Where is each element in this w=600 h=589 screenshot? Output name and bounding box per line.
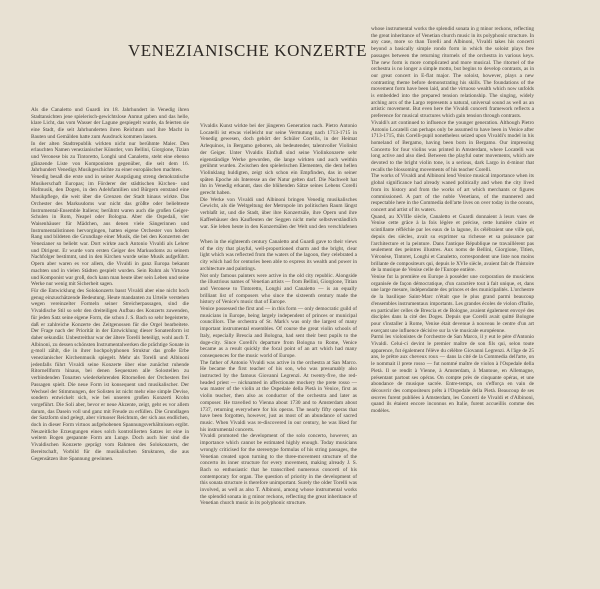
paragraph: Quand, au XVIIIe siècle, Canaletto et Guardi donnaient à leurs vues de Venise cette grâce à la fois légère et précise, cette lumière claire et scintillante réfléchie par les eaux de la lagune, ils célébraient une ville qui, depuis des siècles, avait su exprimer sa richesse et sa puissance par l'architecture et la peinture. Dans l'antique République ne travaillèrent pas seulement des peintres illustres. Aux noms de Bellini, Giorgione, Titien, Véronèse, Tintoret, Longhi et Canaletto, correspondent une liste non moins brillante de compositeurs qui, depuis le XVIe siècle, avaient fait de l'histoire de la musique de Venise celle de l'Europe entière. (371, 213, 534, 274)
paragraph: whose instrumental works the splendid sonata in g minor reckons, reflecting the great inheritance of Venetian church music in its polyphonic structure. In any case, more so than Torelli and Albinoni, Vivaldi takes his concerti beyond a basically simple rondo form in which the soloist plays free passages between the returning ritornels of the orchestra in various keys. The new form is more complicated and more musical. The ritornel of the orchestra is no longer a simple motto, but begins to develop contrasts, as in our great concert in E-flat major. The soloist, however, plays a new contrasting theme before demonstrating his skills. The foundations of the movement form have been laid, and the virtuoso wealth which now unfolds is embedded into the prepared tension relationship. The singing, widely arching arcs of the Largo represents a natural, universal sound as well as an artistic movement. But even here the Vivaldi concerti framework reflects a preference for musical structures which gain tension through contrasts. (371, 26, 534, 120)
paragraph: When in the eighteenth century Canaletto and Guardi gave to their views of the city that playful, well-proportioned charm and the bright, clear light which was reflected from the waters of the lagoon, they celebrated a city which had for centuries been able to express its wealth and power in architecture and paintings. (200, 239, 357, 272)
text-column-english-french (371, 26, 534, 585)
paragraph: The works of Vivaldi and Albinoni lend Venice musical importance when its global significance had already waned politically and when the city lived from its history and from the works of art which merchants or figures commissioned. A part of the noble Venetians, of the mannered and respectable here in the Commedia dell'arte lives on over today in the oceans, concert and artist of its waters. (371, 173, 534, 213)
page-title: VENEZIANISCHE KONZERTE (128, 41, 367, 60)
paragraph: Vivaldi's art continued to influence the younger generation. Although Pietro Antonio Locatelli can perhaps only be assumed to have been in Venice after 1713-1715, this Corelli-pupil nonetheless seized upon Vivaldi's model in his homeland of Bergamo, having been born in Bergamo. Our impressing Concerto for four violins was printed in Amsterdam, where Locatelli was long active and also died. Between the playful outer movements, which are devoted to the bright violin tone, is a serious, dark Largo in d-minor that recalls the blossoming movements of his teacher Corelli. (371, 119, 534, 173)
text-column-german-continued (200, 123, 357, 229)
paragraph: Die Werke von Vivaldi und Albinoni bringen Venedig musikalisches Gewicht, als die Weltgeltung der Metropole im politischen Raum längst verblaßt ist, und die Stadt, über ihre Konzertsäle, ihre Opern und ihre Kaffeehäuser den Kaufleuten der Seggen nicht mehr selbstverständlich war. Sie leben heute in den Konzertsälen der Welt und den verschlafenen (200, 196, 357, 229)
paragraph: The father of Antonio Vivaldi was active in the orchestra at San Marco. He became the first teacher of his son, who was presumably also instructed by the famous Giovanni Legrenzi. At twenty-five, the red-headed priest — nicknamed in affectionate mockery the prete rosso — was master of the violin at the Ospedale della Pietà in Venice, first as violin teacher, then also as conductor of the orchestra and later as composer. He travelled to Vienna about 1730 and to Amsterdam about 1737, returning everywhere for his operas. The nearly fifty operas that have been forgotten, however, just as most of an abundance of sacred music. When Vivaldi was re-discovered in our century, he was liked for his instrumental concerts. (200, 359, 357, 433)
paragraph: Venise fut la première en Europe à posséder une corporation de musiciens organisée de façon démocratique, d'un caractère tout à fait unique, et, dans une large mesure, indépendante des princes et des municipalités. L'orchestre de la basilique Saint-Marc n'était que le plus grand parmi beaucoup d'ensembles instrumentaux importants. Les grandes écoles de violon d'Italie, en particulier celles de Brescia et de Bologne, avaient également envoyé des disciples dans la cité des Doges. Depuis que Corelli avait quitté Bologne pour s'installer à Rome, Venise était devenue à nouveau le centre d'un art exerçant une influence décisive sur la vie musicale européenne. (371, 274, 534, 334)
paragraph: In der alten Stadtrepublik wirkten nicht nur berühmte Maler. Den erlauchten Namen venezianischer Künstler, von Bellini, Giorgione, Tizian und Veronese bis zu Tintoretto, Longhi und Canaletto, steht eine ebenso glänzende Liste von Komponisten gegenüber, die seit dem 16. Jahrhundert Venedigs Musikgeschichte zu einer europäischen machten. (31, 140, 189, 174)
paragraph: Parmi les violonistes de l'orchestre de San Marco, il y eut le père d'Antonio Vivaldi. Celui-ci devint le premier maître de son fils qui, selon toute apparence, fut également l'élève du célèbre Giovanni Legrenzi. A l'âge de 25 ans, le prêtre aux cheveux roux — dans la cité de la Commedia dell'arte, on le nommait il prete rosso — fut nommé maître de violon à l'Ospedale della Pietà. Il se rendit à Vienne, à Amsterdam, à Mantoue, en Allemagne, présentant partout ses opéras. On compte près de cinquante opéras, et une abondance de musique sacrée. Entre-temps, on s'efforça en vain de découvrir des compositeurs prêts à l'Ospedale della Pietà. Beaucoup de ses œuvres furent publiées à Amsterdam, les Concerti de Vivaldi et d'Albinoni, quand ils étaient encore inconnus en Italie, furent accueillis comme des modèles. (371, 334, 534, 415)
text-column-english (200, 239, 357, 585)
paragraph: Für die Entwicklung des Solokonzerts basst Vivaldi aber eine nicht hoch genug einzuschätzende Bedeutung. Heute mandanten zu Urteile verstehen wegen vereinzelter Formeln seiner Streicherpassagen, sind die Vivaldische Stil so sehr den dreiteiligen Aufbau des Konzerts zuwenden, für jeden Satz seine eigene Form, die schon J. S. Bach so sehr begeisterte, daß er zahlreiche Konzerte des Zeitgenossen für die Orgel bearbeitete. Der Frage nach der Priorität in der Entwicklung dieser Sonatenform ist daher sekundär. Unbestreitbar war der ältere Torelli beteiligt, wohl auch T. Albinoni, zu dessen schönsten Instrumentalwerken die prächtige Sonate in g-moll zählt, die in ihrer hochpolyphonen Struktur das große Erbe venezianischer Kirchenmusik spiegelt. Mehr als Torelli und Albinoni jedenfalls führt Vivaldi seine Konzerte über eine zunächst ruhende Ritornellform hinaus, bei denen Sequenzen alle Solostellen zu verbindenden Tonarten wiederkehrenden Ritornellen der Orchesters frei Passagen spielt. Die neue Form ist konsequent und musikalischer. Der Wechsel der Stimmungen, der Solisten ist nicht mehr eine simple Devise, sondern entwickelt sich, wie bei unseren großen Konzerti Krohn vorgeführt. Die Soli aber, bevor er neue Akzente, zeigt, geht es vor allem darum, das Dasein voll und ganz mit Freude zu erfüllen. Die Grundlagen der Satzform sind gelegt, aber virtuoser Reichtum, der sich aus endlichen, doch in dieser Form virtuos aufgehobenen Spannungsverhältnissen ergibt. Neuzeitliche Erzeugungen eines solch kontrollierten Satzes ist eine in weitem Bogen gespannte Form am Lunge. Doch auch hier sind die Vivaldischen Konzerte geprägt vom Rahmen des Solokonzerts, der Bereitschaft, Vorbild für die musikalischen Strukturen, die aus Gegensätzen ihre Spannung gewinnen. (31, 287, 189, 462)
paragraph: Venedig besaß die erste und in seiner Ausprägung streng demokratische Musikerschaft Europas; im Förderer der städtischen Kirchen- und Hofmusik, den Dogen, in den Adelsfamilien und Bürgern entstand eine Musikpflege, die weit über die Grenzen der Stadt hinaus wirkte. Das Orchester des Markusdoms war nicht das größte oder beliebteste Instrumental-Ensemble Italiens; berühmt waren auch die großen Geiger-Schulen in Rom, Neapel oder Bologna. Aber die Ospedali, vier Waisenhäuser für Mädchen, aus denen viele Sängerinnen und Instrumentalistinnen hervorgingen, hatten eigene Orchester von hohem Rang und bildeten die Grundlage einer Musik, die bei den Konzerten der Venezianer so beliebt war. Dort wirkte auch Antonio Vivaldi als Lehrer und Dirigent. Er wurde vom ersten Geiger des Markusdoms zu seinem Nachfolger bestimmt, und in den Kirchen wurde seine Musik aufgeführt. Opern aber waren es vor allem, die Vivaldi in ganz Europa bekannt machten und in vielen Städten gespielt wurden. Sein Ruhm als Virtuose und Komponist war groß, doch kann man heute über sein Leben und seine Werke nur wenig mit Sicherheit sagen. (31, 174, 189, 288)
paragraph: Vivaldi promoted the development of the solo concerto, however, an importance which cannot be estimated highly enough. Today musicians wrongly criticised for the stereotype formulas of his string passages, the Venetian created upon turning to the three-movement structure of the concerto its inner structure for every movement, making already J. S. Bach so enthusiastic that he transcribed numerous concerti of his contemporary for organ. The question of priority in the development of this sonata structure is therefore unimportant. Surely the older Torelli was involved, as well as also T. Albinoni, among whose instrumental works the splendid sonata in g minor reckons, reflecting the great inheritance of Venetian church music in its polyphonic structure. (200, 433, 357, 507)
paragraph: Als die Canaletto und Guardi im 18. Jahrhundert in Venedig ihren Stadtansichten jene spielerisch-gewichtslose Anmut gaben und das helle, klare Licht, das vom Wasser der Lagune gespiegelt wurde, da feierten sie eine Stadt, die seit Jahrhunderten ihren Reichtum und ihre Macht in Bauten und Gemälden hatte zum Ausdruck kommen lassen. (31, 107, 189, 140)
paragraph: Venice possessed the first and — in this form — only democratic guild of musicians in Europe, being largely independent of princes or municipal councillors. The orchestra of St. Mark's was only the largest of many important instrumental ensembles. Of course the great violin schools of Italy, especially Brescia and Bologna, had sent their best pupils to the doge-city. Since Corelli's departure from Bologna to Rome, Venice became as a result quickly the focal point of an art which had many consequences for the music world of Europe. (200, 306, 357, 359)
paragraph: Not only famous painters were active in the old city republic. Alongside the illustrious names of Venetian artists — from Bellini, Giorgione, Titian and Veronese to Tintoretto, Longhi and Canaletto — is an equally brilliant list of composers who since the sixteenth century made the history of Venice's music that of Europe. (200, 272, 357, 306)
text-column-german (31, 107, 189, 585)
paragraph: Vivaldis Kunst wirkte bei der jüngeren Generation nach. Pietro Antonio Locatelli ist etwas vielleicht nur seine Vermutung nach 1713-1715 in Venedig gewesen, doch gehört der Schüler Corellis, in der Heimat Arlequinos, in Bergamo geboren, als bedeutender, talentvoller Violinist der Geiger. Unter Vivaldis Einfluß sind seine Violinkonzerte sehr eigenständige Werke geworden, die lange wirkten und auch weithin gerühmt wurden. Zwischen den spielerischen Elementen, die dem hellen Violinklang huldigten, zeigt sich schon ein Empfinden, das in seiner späten Epoche als Interesse an der Natur gelten darf. Die Nachwelt hat ihn in Venedig erkannt, dass die blühenden Sätze seines Lebens Corelli gerecht haben. (200, 123, 357, 197)
